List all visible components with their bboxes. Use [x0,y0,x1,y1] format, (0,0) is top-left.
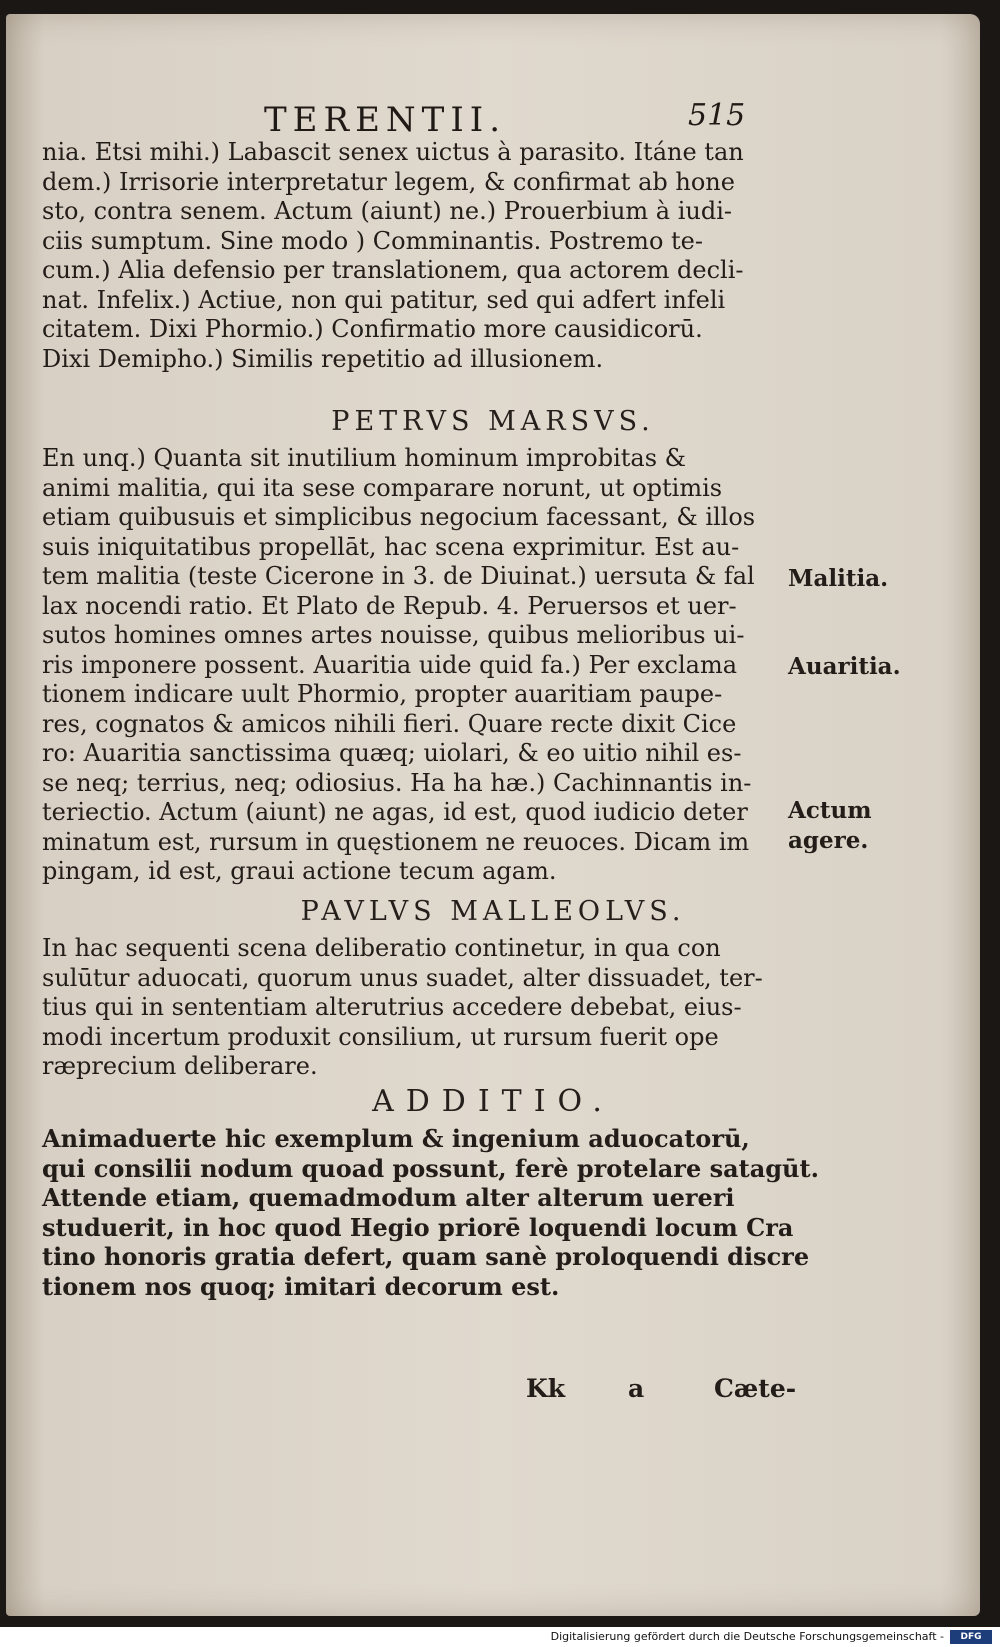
commentary-block-2 [42,444,777,887]
margin-note-malitia: Malitia. [788,565,889,592]
text-line: minatum est, rursum in quęstionem ne reuoces. Dicam im [42,827,750,856]
text-line: qui consilii nodum quoad possunt, ferè protelare satagūt. [42,1153,819,1183]
text-line: ro: Auaritia sanctissima quæq; uiolari, & eo uitio nihil es- [42,739,742,767]
text-line: se neq; terrius, neq; odiosius. Ha ha hæ.) Cachinnantis in- [42,768,752,797]
text-line: nat. Infelix.) Actiue, non qui patitur, sed qui adfert infeli [42,285,726,314]
running-title: TERENTII. [264,100,507,140]
digitization-credit [0,1627,1000,1647]
text-line: In hac sequenti scena deliberatio continetur, in qua con [42,934,721,962]
signature-number: a [628,1374,645,1403]
page-number: 515 [688,98,746,133]
text-line: res, cognatos & amicos nihili fieri. Quare recte dixit Cice [42,709,737,738]
catchword: Cæte- [714,1374,797,1403]
text-line: ris imponere possent. Auaritia uide quid fa.) Per exclama [42,650,738,679]
page-footer [6,1374,980,1414]
text-line: cum.) Alia defensio per translationem, qua actorem decli- [42,256,744,284]
text-line: ræprecium deliberare. [42,1052,318,1080]
text-line: dem.) Irrisorie interpretatur legem, & confirmat ab hone [42,167,735,196]
text-line: Attende etiam, quemadmodum alter alterum uereri [42,1183,735,1212]
text-line: suis iniquitatibus propellāt, hac scena exprimitur. Est au- [42,532,740,561]
text-line: tino honoris gratia defert, quam sanè proloquendi discre [42,1242,810,1271]
dfg-logo: DFG [950,1630,992,1644]
text-line: citatem. Dixi Phormio.) Confirmatio more causidicorū. [42,315,703,343]
text-line: tionem nos quoq; imitari decorum est. [42,1271,560,1301]
text-line: nia. Etsi mihi.) Labascit senex uictus à parasito. Itáne tan [42,138,744,166]
text-line: studuerit, in hoc quod Hegio priorē loquendi locum Cra [42,1212,794,1242]
text-line: tem malitia (teste Cicerone in 3. de Diuinat.) uersuta & fal [42,562,755,590]
signature-mark: Kk [526,1374,566,1403]
commentary-block-4 [42,1124,819,1301]
text-line: sto, contra senem. Actum (aiunt) ne.) Prouerbium à iudi- [42,197,733,225]
text-line: tionem indicare uult Phormio, propter auaritiam paupe- [42,680,723,708]
text-line: animi malitia, qui ita sese comparare norunt, ut optimis [42,473,723,502]
heading-additio: ADDITIO. [372,1084,614,1119]
text-line: Dixi Demipho.) Similis repetitio ad illusionem. [42,344,604,373]
text-line: teriectio. Actum (aiunt) ne agas, id est, quod iudicio deter [42,798,748,826]
heading-petrus-marsus: PETRVS MARSVS. [331,406,655,437]
commentary-block-1 [42,138,777,374]
credit-text: Digitalisierung gefördert durch die Deutsche Forschungsgemeinschaft - [550,1630,944,1643]
text-line: modi incertum produxit consilium, ut rursum fuerit ope [42,1022,719,1051]
margin-note-auaritia: Auaritia. [788,653,901,680]
text-line: sulūtur aduocati, quorum unus suadet, alter dissuadet, ter- [42,963,763,992]
text-line: sutos homines omnes artes nouisse, quibus melioribus ui- [42,621,745,649]
text-line: pingam, id est, graui actione tecum agam. [42,857,557,885]
margin-note-agere: agere. [788,827,869,854]
heading-paulus-malleolus: PAVLVS MALLEOLVS. [300,896,686,927]
commentary-block-3 [42,934,777,1082]
text-line: etiam quibusuis et simplicibus negocium facessant, & illos [42,503,756,531]
text-line: tius qui in sententiam alterutrius accedere debebat, eius- [42,993,742,1021]
text-line: lax nocendi ratio. Et Plato de Repub. 4. Peruersos et uer- [42,591,737,620]
margin-note-actum: Actum [788,797,872,824]
text-line: ciis sumptum. Sine modo ) Comminantis. Postremo te- [42,226,703,255]
text-line: En unq.) Quanta sit inutilium hominum improbitas & [42,444,687,472]
page-header [6,92,980,142]
book-page [6,14,980,1616]
text-line: Animaduerte hic exemplum & ingenium aduocatorū, [42,1124,750,1153]
